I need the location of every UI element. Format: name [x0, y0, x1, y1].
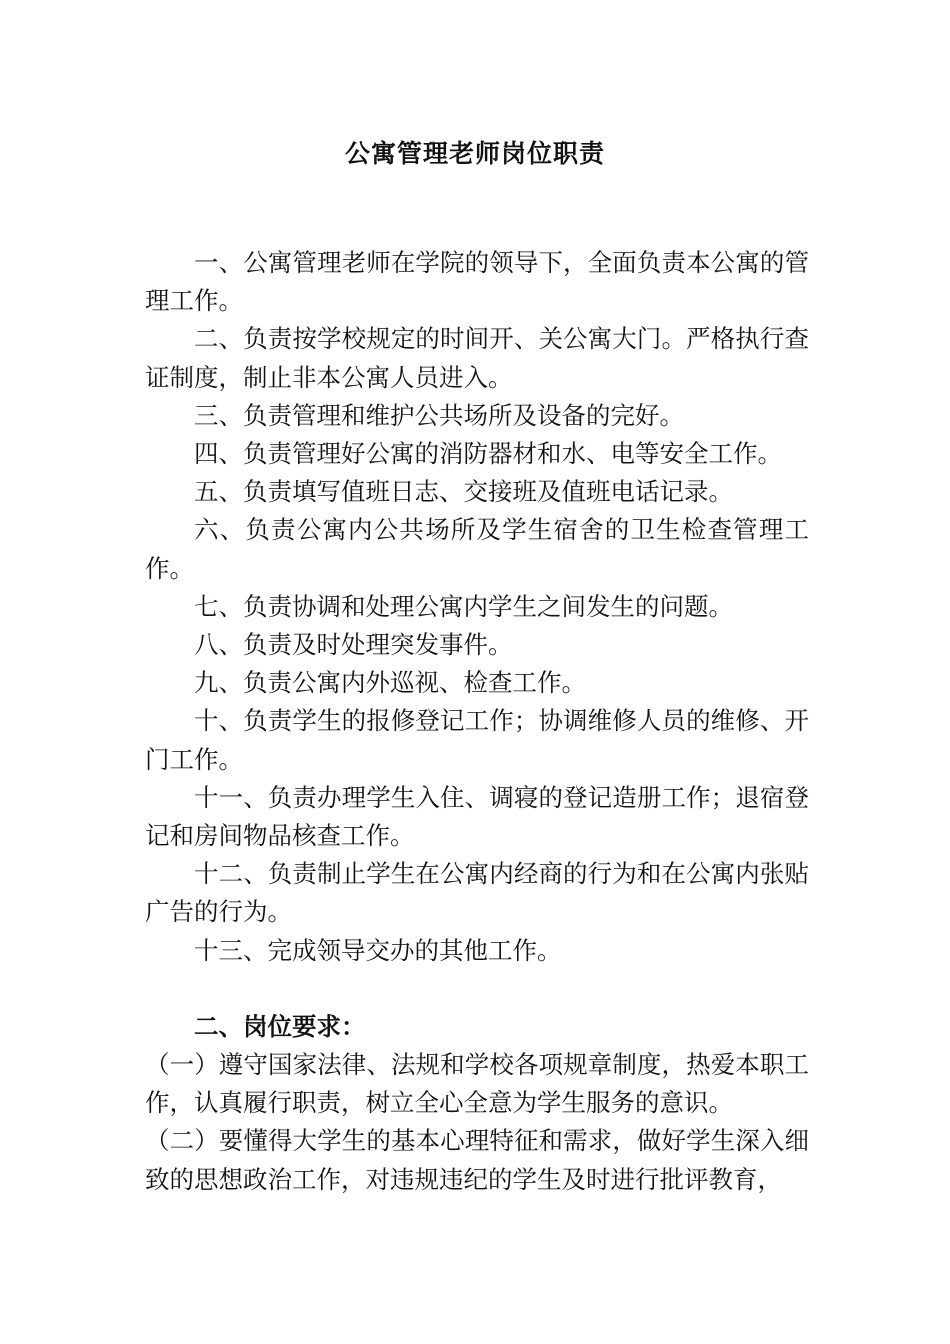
duty-item-6: 六、负责公寓内公共场所及学生宿舍的卫生检查管理工作。	[145, 515, 809, 583]
duty-item-10: 十、负责学生的报修登记工作；协调维修人员的维修、开门工作。	[145, 706, 809, 774]
duty-item-13: 十三、完成领导交办的其他工作。	[194, 935, 562, 965]
requirements-heading: 二、岗位要求：	[194, 1011, 366, 1041]
document-body	[145, 244, 809, 1199]
requirement-item-1: （一）遵守国家法律、法规和学校各项规章制度，热爱本职工作，认真履行职责，树立全心全意为学生服务的意识。	[145, 1050, 809, 1118]
duty-item-1: 一、公寓管理老师在学院的领导下，全面负责本公寓的管理工作。	[145, 248, 809, 316]
page-title: 公寓管理老师岗位职责	[344, 139, 605, 168]
duty-item-8: 八、负责及时处理突发事件。	[194, 630, 513, 660]
duty-item-12: 十二、负责制止学生在公寓内经商的行为和在公寓内张贴广告的行为。	[145, 859, 809, 927]
duty-item-7: 七、负责协调和处理公寓内学生之间发生的问题。	[194, 591, 733, 621]
duty-item-9: 九、负责公寓内外巡视、检查工作。	[194, 668, 586, 698]
duty-item-11: 十一、负责办理学生入住、调寝的登记造册工作；退宿登记和房间物品核查工作。	[145, 782, 809, 851]
requirement-item-2: （二）要懂得大学生的基本心理特征和需求，做好学生深入细致的思想政治工作，对违规违纪的学生及时进行批评教育，	[145, 1126, 809, 1194]
duty-item-2: 二、负责按学校规定的时间开、关公寓大门。严格执行查证制度，制止非本公寓人员进入。	[145, 324, 809, 392]
duty-item-5: 五、负责填写值班日志、交接班及值班电话记录。	[194, 477, 733, 507]
duty-item-4: 四、负责管理好公寓的消防器材和水、电等安全工作。	[194, 439, 782, 469]
duty-item-3: 三、负责管理和维护公共场所及设备的完好。	[194, 400, 684, 430]
